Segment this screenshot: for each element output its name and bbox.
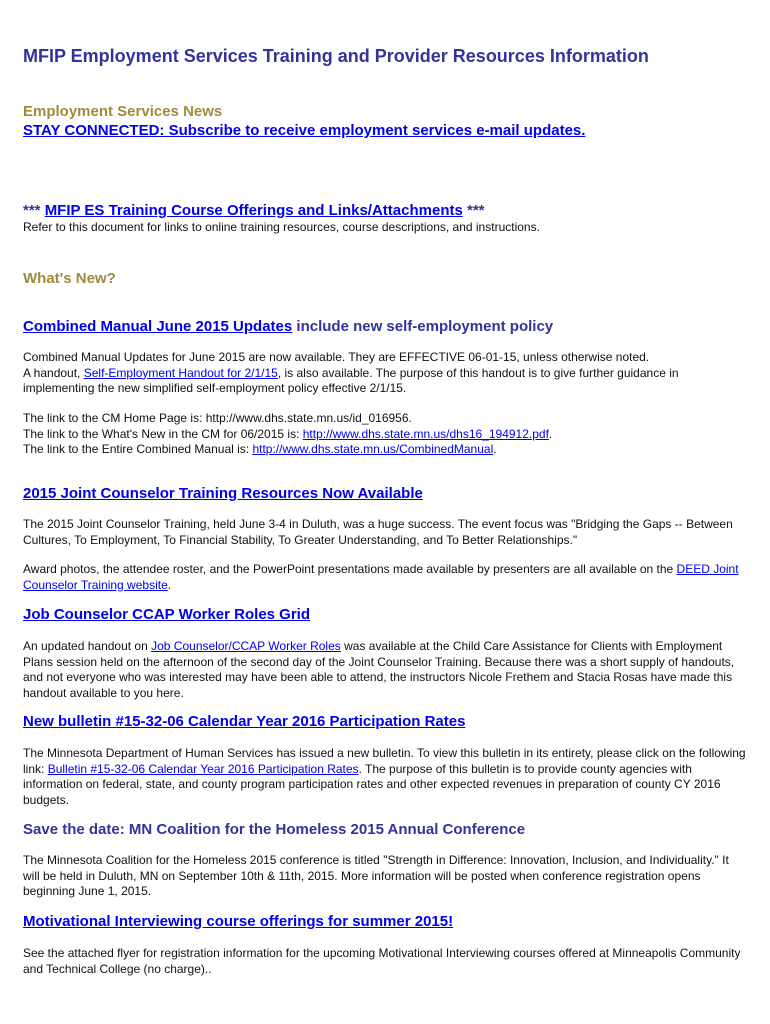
combined-manual-paragraph bbox=[23, 350, 748, 397]
ccap-heading bbox=[23, 606, 310, 623]
motivational-heading bbox=[23, 913, 453, 930]
cm-whats-new-text: The link to the What's New in the CM for 06/2015 is: bbox=[23, 426, 303, 441]
combined-manual-link[interactable]: Combined Manual June 2015 Updates bbox=[23, 318, 293, 335]
joint-counselor-para2 bbox=[23, 562, 748, 593]
motivational-paragraph: See the attached flyer for registration information for the upcoming Motivational Interviewing courses offered at Minneapolis Community and Technical College (no charge).. bbox=[23, 946, 741, 976]
page-title: MFIP Employment Services Training and Provider Resources Information bbox=[23, 46, 649, 66]
ccap-paragraph bbox=[23, 639, 748, 701]
joint-counselor-para2-post: . bbox=[167, 577, 172, 592]
ccap-post: was available at the Child Care Assistance for Clients with Employment Plans session held on the afternoon of the second day of the Joint Counselor Training. Because there was a short supply of handouts, and not everyone who was interested may have been able to attend, the instructors Nicole Frethem and Stacia Rosas have made this handout available to you here. bbox=[23, 639, 735, 700]
joint-counselor-para1: The 2015 Joint Counselor Training, held June 3-4 in Duluth, was a huge success. The event focus was "Bridging the Gaps -- Between Cultures, To Employment, To Financial Stability, To Greater Understanding, and To Better Relationships." bbox=[23, 517, 733, 547]
stay-connected-link[interactable]: STAY CONNECTED: Subscribe to receive employment services e-mail updates. bbox=[23, 122, 586, 139]
combined-manual-line1: Combined Manual Updates for June 2015 are now available. They are EFFECTIVE 06-01-15, unless otherwise noted. bbox=[23, 350, 650, 364]
bulletin-link[interactable]: Bulletin #15-32-06 Calendar Year 2016 Participation Rates bbox=[47, 761, 359, 776]
cm-whats-new-link[interactable]: http://www.dhs.state.mn.us/dhs16_194912.pdf bbox=[302, 426, 549, 441]
deed-website-link[interactable]: DEED Joint Counselor Training website bbox=[23, 562, 739, 592]
homeless-heading: Save the date: MN Coalition for the Homeless 2015 Annual Conference bbox=[23, 821, 526, 838]
training-heading bbox=[23, 202, 485, 219]
cm-entire-text: The link to the Entire Combined Manual is: bbox=[23, 442, 253, 456]
bulletin-heading-link[interactable]: New bulletin #15-32-06 Calendar Year 2016 Participation Rates bbox=[23, 713, 466, 730]
combined-manual-line2-pre: A handout, bbox=[23, 365, 84, 380]
cm-entire-post: . bbox=[493, 442, 497, 456]
bulletin-post: . The purpose of this bulletin is to provide county agencies with information on federal, state, and county program participation rates and other expected revenues in preparation of county CY 2016 budgets. bbox=[23, 761, 721, 807]
joint-counselor-link[interactable]: 2015 Joint Counselor Training Resources Now Available bbox=[23, 485, 423, 502]
joint-counselor-heading bbox=[23, 485, 423, 502]
ccap-pre: An updated handout on bbox=[23, 639, 152, 653]
combined-manual-heading bbox=[23, 318, 553, 335]
combined-manual-heading-rest: include new self-employment policy bbox=[292, 318, 554, 335]
joint-counselor-para2-pre: Award photos, the attendee roster, and the PowerPoint presentations made available by presenters are all available on the bbox=[23, 562, 677, 576]
bulletin-heading bbox=[23, 713, 465, 730]
training-description: Refer to this document for links to online training resources, course descriptions, and instructions. bbox=[23, 220, 540, 234]
ccap-heading-link[interactable]: Job Counselor CCAP Worker Roles Grid bbox=[23, 606, 310, 623]
news-heading: Employment Services News bbox=[23, 103, 223, 120]
training-offerings-link[interactable]: MFIP ES Training Course Offerings and Links/Attachments bbox=[44, 202, 463, 219]
bulletin-pre: The Minnesota Department of Human Services has issued a new bulletin. To view this bulletin in its entirety, please click on the following link: bbox=[23, 746, 746, 776]
self-employment-handout-link[interactable]: Self-Employment Handout for 2/1/15 bbox=[83, 365, 278, 380]
combined-manual-line2-post: , is also available. The purpose of this handout is to give further guidance in implementing the new simplified self-employment policy effective 2/1/15. bbox=[23, 365, 679, 395]
combined-manual-links bbox=[23, 411, 748, 458]
training-suffix: *** bbox=[462, 202, 485, 219]
cm-entire-link[interactable]: http://www.dhs.state.mn.us/CombinedManual bbox=[252, 442, 494, 456]
cm-whats-new-post: . bbox=[548, 426, 553, 441]
homeless-paragraph: The Minnesota Coalition for the Homeless 2015 conference is titled "Strength in Difference: Innovation, Inclusion, and Individuality." It will be held in Duluth, MN on September 10th & 11th, 2015. More information will be posted when conference registration opens beginning June 1, 2015. bbox=[23, 853, 729, 898]
ccap-roles-link[interactable]: Job Counselor/CCAP Worker Roles bbox=[151, 639, 341, 653]
whats-new-heading: What's New? bbox=[23, 270, 116, 287]
cm-home-text: The link to the CM Home Page is: http://www.dhs.state.mn.us/id_016956. bbox=[23, 411, 412, 425]
motivational-heading-link[interactable]: Motivational Interviewing course offerings for summer 2015! bbox=[23, 913, 454, 930]
training-prefix: *** bbox=[23, 202, 45, 219]
bulletin-paragraph bbox=[23, 746, 748, 808]
